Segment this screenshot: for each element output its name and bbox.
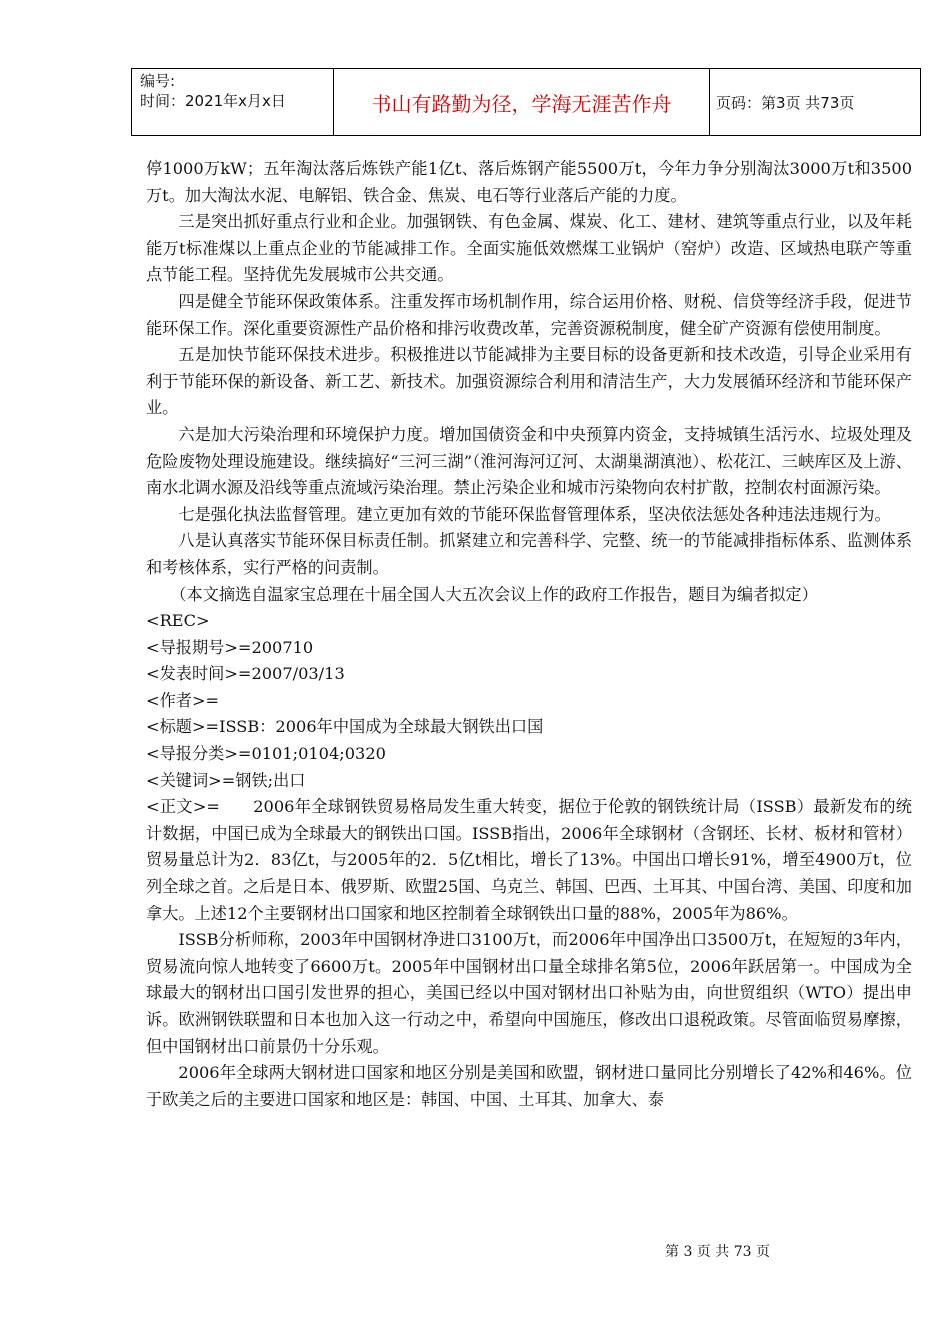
record-body-third: 2006年全球两大钢材进口国家和地区分别是美国和欧盟，钢材进口量同比分别增长了42%和46%。位于欧美之后的主要进口国家和地区是：韩国、中国、土耳其、加拿大、泰 [146,1063,912,1109]
record-title: <标题>=ISSB：2006年中国成为全球最大钢铁出口国 [146,717,544,737]
number-label: 编号: [140,72,176,90]
record-keywords: <关键词>=钢铁;出口 [146,770,306,790]
motto: 书山有路勤为径，学海无涯苦作舟 [334,69,710,135]
page-footer: 第 3 页 共 73 页 [665,1244,770,1260]
paragraph-point-6: 六是加大污染治理和环境保护力度。增加国债资金和中央预算内资金，支持城镇生活污水、垃圾处理及危险废物处理设施建设。继续搞好“三河三湖”（淮河海河辽河、太湖巢湖滇池）、松花江、三峡库区及上游、南水北调水源及沿线等重点流域污染治理。禁止污染企业和城市污染物向农村扩散，控制农村面源污染。 [146,424,912,498]
paragraph-point-8: 八是认真落实节能环保目标责任制。抓紧建立和完善科学、完整、统一的节能减排指标体系、监测体系和考核体系，实行严格的问责制。 [146,531,912,577]
page-label: 页码：第3页 共73页 [716,93,855,112]
record-author: <作者>= [146,690,220,710]
paragraph-point-4: 四是健全节能环保政策体系。注重发挥市场机制作用，综合运用价格、财税、信贷等经济手段，促进节能环保工作。深化重要资源性产品价格和排污收费改革，完善资源税制度，健全矿产资源有偿使用制度。 [146,291,912,338]
header-meta [132,69,334,135]
record-category: <导报分类>=0101;0104;0320 [146,744,386,764]
paragraph-point-5: 五是加快节能环保技术进步。积极推进以节能减排为主要目标的设备更新和技术改造，引导企业采用有利于节能环保的新设备、新工艺、新技术。加强资源综合利用和清洁生产，大力发展循环经济和节能环保产业。 [146,345,912,418]
source-note: （本文摘选自温家宝总理在十届全国人大五次会议上作的政府工作报告，题目为编者拟定） [170,584,818,604]
header-table [131,68,921,136]
document-body [146,156,912,1113]
record-body-second: ISSB分析师称，2003年中国钢材净进口3100万t，而2006年中国净出口3500万t，在短短的3年内，贸易流向惊人地转变了6600万t。2005年中国钢材出口量全球排名第5位，2006年跃居第一。中国成为全球最大的钢材出口国引发世界的担心，美国已经以中国对钢材出口补贴为由，向世贸组织（WTO）提出申诉。欧洲钢铁联盟和日本也加入这一行动之中，希望向中国施压，修改出口退税政策。尽管面临贸易摩擦，但中国钢材出口前景仍十分乐观。 [146,930,912,1056]
record-rec: <REC> [146,611,210,631]
record-date: <发表时间>=2007/03/13 [146,664,345,684]
time-label: 时间：2021年x月x日 [140,92,286,110]
paragraph-point-7: 七是强化执法监督管理。建立更加有效的节能环保监督管理体系，坚决依法惩处各种违法违规行为。 [178,504,891,524]
paragraph-continued: 停1000万kW；五年淘汰落后炼铁产能1亿t、落后炼钢产能5500万t，今年力争分别淘汰3000万t和3500万t。加大淘汰水泥、电解铝、铁合金、焦炭、电石等行业落后产能的力度。 [146,159,912,205]
paragraph-point-3: 三是突出抓好重点行业和企业。加强钢铁、有色金属、煤炭、化工、建材、建筑等重点行业，以及年耗能万t标准煤以上重点企业的节能减排工作。全面实施低效燃煤工业锅炉（窑炉）改造、区域热电联产等重点节能工程。坚持优先发展城市公共交通。 [146,212,912,285]
record-body-first: <正文>= 2006年全球钢铁贸易格局发生重大转变，据位于伦敦的钢铁统计局（ISSB）最新发布的统计数据，中国已成为全球最大的钢铁出口国。ISSB指出，2006年全球钢材（含钢坯、长材、板材和管材）贸易量总计为2．83亿t，与2005年的2．5亿t相比，增长了13%。中国出口增长91%，增至4900万t，位列全球之首。之后是日本、俄罗斯、欧盟25国、乌克兰、韩国、巴西、土耳其、中国台湾、美国、印度和加拿大。上述12个主要钢材出口国家和地区控制着全球钢铁出口量的88%，2005年为86%。 [146,797,912,923]
record-issue: <导报期号>=200710 [146,637,314,657]
